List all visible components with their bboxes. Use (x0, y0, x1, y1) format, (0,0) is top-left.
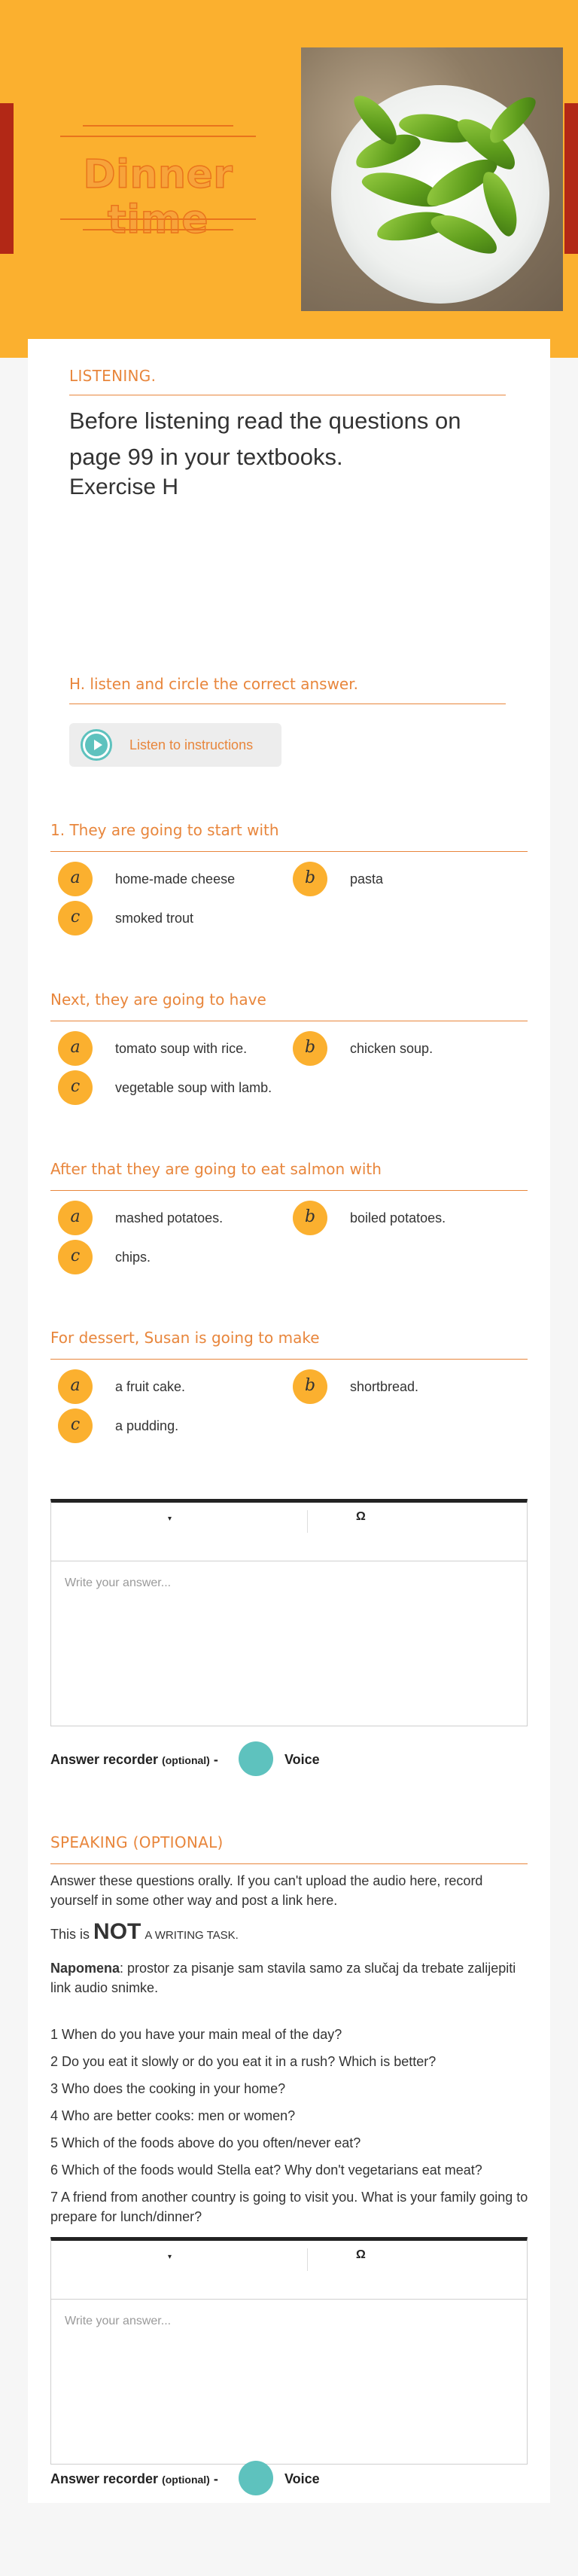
question-3-option-b[interactable] (293, 1201, 519, 1235)
recorder-dash: - (213, 1752, 218, 1767)
question-1-option-a[interactable] (58, 862, 284, 896)
option-letter-badge: a (58, 1031, 93, 1066)
option-text: tomato soup with rice. (115, 1041, 248, 1056)
speaking-question: 5 Which of the foods above do you often/never eat? (50, 2135, 361, 2150)
speaking-rule (50, 1863, 528, 1864)
option-text: boiled potatoes. (350, 1210, 446, 1225)
question-2-option-b[interactable] (293, 1031, 519, 1066)
question-1-rule (50, 851, 528, 852)
peas-photo (301, 47, 563, 311)
title-rule-bottom-2 (83, 229, 233, 230)
note-text: : prostor za pisanje sam stavila samo za slučaj da trebate zalijepiti link audio snimke. (50, 1961, 516, 1995)
question-3-rule (50, 1190, 528, 1191)
toolbar-divider (307, 1510, 308, 1533)
option-text: smoked trout (115, 911, 194, 926)
title-block (30, 121, 286, 243)
answer-placeholder: Write your answer... (65, 1576, 172, 1589)
not-writing-task (50, 1919, 239, 1945)
listening-title: LISTENING. (69, 367, 157, 385)
format-dropdown-caret-icon[interactable]: ▾ (168, 2253, 172, 2261)
option-text: chicken soup. (350, 1041, 434, 1056)
option-letter-badge: b (293, 1201, 327, 1235)
ribbon-left (0, 103, 14, 254)
question-4-option-b[interactable] (293, 1369, 519, 1404)
question-4-rule (50, 1359, 528, 1360)
speaking-question: 7 A friend from another country is going to visit you. What is your family going to prepare for lunch/dinner? (50, 2190, 528, 2224)
editor-toolbar (51, 2241, 527, 2300)
record-voice-button[interactable] (239, 2461, 273, 2495)
not-prefix: This is (50, 1927, 90, 1942)
question-3-title: After that they are going to eat salmon with (50, 1160, 382, 1178)
special-character-icon[interactable]: Ω (356, 2248, 366, 2261)
speaking-title: SPEAKING (OPTIONAL) (50, 1833, 224, 1851)
option-text: pasta (350, 871, 384, 887)
option-text: mashed potatoes. (115, 1210, 224, 1225)
option-letter-badge: c (58, 1409, 93, 1443)
answer-recorder-2 (50, 2459, 351, 2497)
toolbar-divider (307, 2248, 308, 2271)
recorder-dash: - (213, 2471, 218, 2486)
question-2-option-a[interactable] (58, 1031, 284, 1066)
question-1-option-c[interactable] (58, 901, 284, 935)
play-icon (81, 729, 112, 761)
answer-editor-2 (50, 2237, 528, 2465)
answer-placeholder: Write your answer... (65, 2315, 172, 2327)
header-banner (0, 0, 578, 358)
option-text: shortbread. (350, 1379, 419, 1394)
note-paragraph (50, 1958, 532, 1998)
page-title: Dinner time (83, 152, 233, 243)
option-letter-badge: c (58, 1070, 93, 1105)
listen-to-instructions-button[interactable] (69, 723, 281, 767)
answer-textarea[interactable] (51, 1561, 527, 1726)
recorder-optional-text: (optional) (162, 1754, 210, 1766)
option-text: chips. (115, 1250, 151, 1265)
editor-toolbar (51, 1503, 527, 1561)
bowl-image (331, 85, 549, 304)
worksheet-card (28, 339, 550, 2503)
question-4-title: For dessert, Susan is going to make (50, 1329, 320, 1347)
question-4-option-a[interactable] (58, 1369, 284, 1404)
title-rule-top-2 (60, 136, 256, 137)
option-text: home-made cheese (115, 871, 236, 887)
special-character-icon[interactable]: Ω (356, 1510, 366, 1523)
recorder-label (50, 1752, 218, 1768)
note-label: Napomena (50, 1961, 120, 1976)
option-text: a pudding. (115, 1418, 179, 1433)
question-3-option-c[interactable] (58, 1240, 284, 1274)
voice-label: Voice (284, 1752, 320, 1767)
voice-label: Voice (284, 2471, 320, 2486)
not-emphasis: NOT (93, 1919, 141, 1944)
answer-textarea[interactable] (51, 2300, 527, 2464)
question-2-title: Next, they are going to have (50, 990, 266, 1009)
option-letter-badge: a (58, 862, 93, 896)
question-2-option-c[interactable] (58, 1070, 284, 1105)
option-letter-badge: b (293, 862, 327, 896)
speaking-question: 2 Do you eat it slowly or do you eat it in a rush? Which is better? (50, 2054, 437, 2069)
question-4-option-c[interactable] (58, 1409, 284, 1443)
option-letter-badge: a (58, 1201, 93, 1235)
title-rule-top-1 (83, 125, 233, 127)
exercise-label: Exercise H (69, 475, 179, 499)
recorder-label-text: Answer recorder (50, 2471, 159, 2486)
recorder-optional-text: (optional) (162, 2474, 210, 2486)
question-3-option-a[interactable] (58, 1201, 284, 1235)
listening-intro: Before listening read the questions on page 99 in your textbooks. (69, 407, 461, 470)
answer-recorder-1 (50, 1740, 351, 1778)
speaking-question: 4 Who are better cooks: men or women? (50, 2108, 296, 2123)
listen-button-label: Listen to instructions (129, 737, 254, 752)
question-1-title: 1. They are going to start with (50, 821, 279, 839)
answer-editor-1 (50, 1499, 528, 1726)
option-letter-badge: b (293, 1369, 327, 1404)
option-text: vegetable soup with lamb. (115, 1080, 272, 1095)
option-letter-badge: c (58, 1240, 93, 1274)
recorder-label-text: Answer recorder (50, 1752, 159, 1767)
format-dropdown-caret-icon[interactable]: ▾ (168, 1515, 172, 1523)
question-1-option-b[interactable] (293, 862, 519, 896)
recorder-label (50, 2471, 218, 2487)
record-voice-button[interactable] (239, 1741, 273, 1776)
speaking-question: 1 When do you have your main meal of the day? (50, 2027, 342, 2042)
not-suffix: A WRITING TASK. (144, 1929, 239, 1942)
option-letter-badge: b (293, 1031, 327, 1066)
option-letter-badge: c (58, 901, 93, 935)
option-letter-badge: a (58, 1369, 93, 1404)
task-title: H. listen and circle the correct answer. (69, 675, 358, 693)
ribbon-right (564, 103, 578, 254)
speaking-question: 6 Which of the foods would Stella eat? Why don't vegetarians eat meat? (50, 2162, 482, 2178)
option-text: a fruit cake. (115, 1379, 186, 1394)
speaking-question: 3 Who does the cooking in your home? (50, 2081, 286, 2096)
speaking-intro: Answer these questions orally. If you can't upload the audio here, record yourself in some other way and post a link here. (50, 1873, 483, 1908)
title-rule-bottom-1 (60, 218, 256, 220)
